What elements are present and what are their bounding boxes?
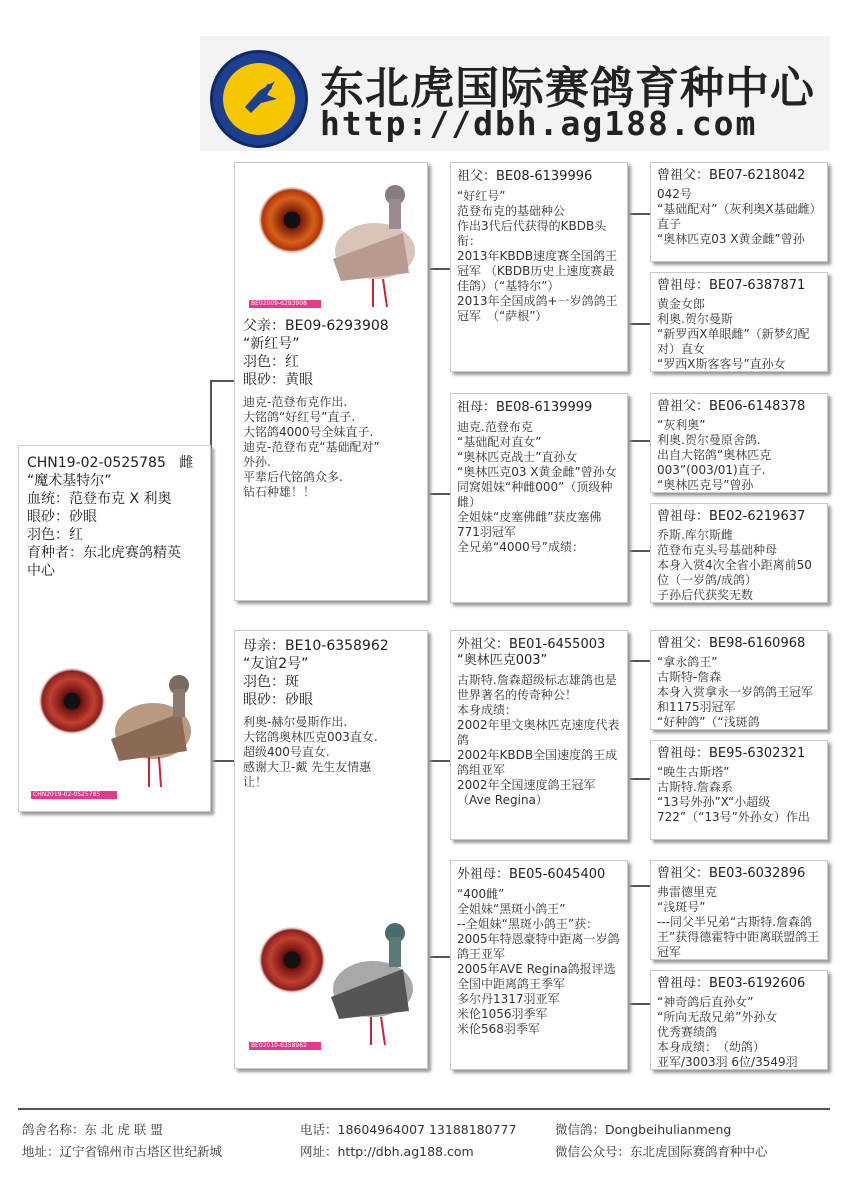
mgf-body: 古斯特.詹森超级标志雄鸽也是世界著名的传奇种公！ 本身成绩： 2002年里文奥林匹克速度代表鸽 2002年KBDB全国速度鸽王成鸽组亚军 2002年全国速度鸽王冠军（Ave Regina） xyxy=(457,673,620,807)
ggp-id: 曾祖父：BE98-6160968 xyxy=(657,636,806,651)
subject-name: “魔术基特尔” xyxy=(27,473,112,489)
ggp-id: 曾祖母：BE03-6192606 xyxy=(657,976,806,991)
footer-wechat-public: 微信公众号：东北虎国际赛鸽育种中心 xyxy=(555,1144,768,1159)
pigeon-logo-icon xyxy=(241,77,281,117)
footer-wechat: 微信鸽：Dongbeihulianmeng xyxy=(555,1122,732,1137)
mother-pigeon-photo xyxy=(313,911,425,1053)
mother-color: 羽色：斑 xyxy=(243,674,299,690)
ggp-id: 曾祖母：BE02-6219637 xyxy=(657,509,806,524)
father-eye: 眼砂：黄眼 xyxy=(243,372,313,388)
mother-eye: 眼砂：砂眼 xyxy=(243,692,313,708)
ggp-id: 曾祖父：BE03-6032896 xyxy=(657,866,806,881)
mgm-body: “400雌” 全姐妹“黑斑小鸽王” --全姐妹“黑斑小鸽王”获：2005年特恩豪特中距离一岁鸽鸽王亚军 2005年AVE Regina鸽报评选全国中距离鸽王季军 多尔丹1317羽亚军 米伦1056羽季军 米伦568羽季军 xyxy=(457,887,620,1036)
father-card xyxy=(234,162,428,601)
subject-color: 羽色：红 xyxy=(27,527,83,543)
subject-id-line xyxy=(27,454,202,472)
mother-ring-label: BE02010-6358962 xyxy=(251,1042,307,1049)
site-url[interactable]: http://dbh.ag188.com xyxy=(320,104,758,143)
northeast-tiger-logo xyxy=(210,50,308,148)
footer-address: 地址：辽宁省锦州市古塔区世纪新城 xyxy=(22,1144,223,1159)
footer-loft: 鸽舍名称：东 北 虎 联 盟 xyxy=(22,1122,163,1137)
mother-notes: 利奥-赫尔曼斯作出. 大铭鸽奥林匹克003直女. 超级400号直女. 感谢大卫-戴 先生友情惠 让！ xyxy=(243,715,378,789)
mother-card xyxy=(234,630,428,1069)
mother-name: “友谊2号” xyxy=(243,656,309,672)
ggp-id: 曾祖母：BE95-6302321 xyxy=(657,746,806,761)
great-grandparent-card xyxy=(650,393,828,493)
subject-breeder: 育种者：东北虎赛鸽精英 中心 xyxy=(27,545,181,579)
ggp-body: “神奇鸽后直孙女” “所向无敌兄弟”外孙女 优秀赛绩鸽 本身成绩： （幼鸽） 亚军/3003羽 6位/3549羽 xyxy=(657,995,798,1069)
maternal-grandfather-card xyxy=(450,630,628,840)
ggp-id: 曾祖母：BE07-6387871 xyxy=(657,278,806,293)
ggp-body: “拿永鸽王” 古斯特-詹森 本身入赏拿永一岁鸽鸽王冠军和1175羽冠军 “好种鸽”（“浅斑鸽 xyxy=(657,655,814,729)
father-color: 羽色：红 xyxy=(243,354,299,370)
paternal-grandmother-card xyxy=(450,393,628,603)
paternal-grandfather-card xyxy=(450,162,628,372)
great-grandparent-card xyxy=(650,503,828,603)
footer-website[interactable]: 网址：http://dbh.ag188.com xyxy=(300,1144,474,1159)
father-name: “新红号” xyxy=(243,336,300,352)
great-grandparent-card xyxy=(650,740,828,840)
mother-id: 母亲：BE10-6358962 xyxy=(243,638,389,654)
great-grandparent-card xyxy=(650,162,828,262)
subject-sex: 雌 xyxy=(179,455,194,471)
ggp-body: 弗雷德里克 “浅斑号” ---同父半兄弟“古斯特.詹森鸽王”获得德霍特中距离联盟鸽王冠军 xyxy=(657,885,820,959)
ggp-body: 042号 “基础配对”（灰利奥X基础雌）直子 “奥林匹克03 X黄金雌”曾孙 xyxy=(657,187,816,246)
mgf-id: 外祖父：BE01-6455003 xyxy=(457,637,606,652)
footer-divider xyxy=(18,1108,830,1110)
father-notes: 迪克-范登布克作出. 大铭鸽“好红号”直子. 大铭鸽4000号全妹直子. 迪克-范登布克“基础配对” 外孙. 平辈后代铭鸽众多. 钻石种雄！！ xyxy=(243,395,380,499)
subject-id: CHN19-02-0525785 xyxy=(27,455,166,471)
site-title: 东北虎国际赛鸽育种中心 xyxy=(320,63,815,114)
great-grandparent-card xyxy=(650,970,828,1070)
mgm-id: 外祖母：BE05-6045400 xyxy=(457,867,606,882)
footer-phone: 电话：18604964007 13188180777 xyxy=(300,1122,517,1137)
ggp-body: “灰利奥” 利奥.贺尔曼原舍鸽. 出自大铭鸽“奥林匹克003”(003/01)直子. “奥林匹克号”曾孙 xyxy=(657,418,772,492)
great-grandparent-card xyxy=(650,630,828,730)
ggp-id: 曾祖父：BE07-6218042 xyxy=(657,168,806,183)
subject-eye: 眼砂：砂眼 xyxy=(27,509,97,525)
great-grandparent-card xyxy=(650,860,828,960)
pgm-body: 迪克.范登布克 “基础配对直女” “奥林匹克战士”直孙女 “奥林匹克03 X黄金雌”曾孙女 同窝姐妹“种雌000”（顶级种雌） 全姐妹“皮塞佛雌”获皮塞佛771羽冠军 全兄弟“4000号”成绩： xyxy=(457,420,617,554)
ggp-body: “晚生古斯塔” 古斯特.詹森系 “13号外孙”X“小超级722”（“13号”外孙女）作出 xyxy=(657,765,810,824)
father-ring-label: BE02009-6293908 xyxy=(251,300,307,307)
subject-pigeon-photo xyxy=(91,661,201,801)
ggp-body: 黄金女郎 利奥.贺尔曼斯 “新罗西X单眼雌”（新梦幻配对）直女 “罗西X斯客客号”直孙女 xyxy=(657,297,810,371)
maternal-grandmother-card xyxy=(450,860,628,1070)
subject-ring-label: CHN2019-02-0525785 xyxy=(33,791,101,798)
pgf-body: “好红号” 范登布克的基础种公 作出3代后代获得的KBDB头衔： 2013年KBDB速度赛全国鸽王冠军 （KBDB历史上速度赛最佳鸽）（“基特尔”） 2013年全国成鸽+一岁鸽鸽王冠军 （“萨根”） xyxy=(457,189,618,323)
mgf-name: “奥林匹克003” xyxy=(457,653,548,668)
ggp-body: 乔斯.库尔斯雌 范登布克头号基础种母 本身入赏4次全省小距离前50位（一岁鸽/成鸽） 子孙后代获奖无数 xyxy=(657,528,812,602)
father-pigeon-photo xyxy=(315,173,425,315)
great-grandparent-card xyxy=(650,272,828,372)
pgm-id: 祖母：BE08-6139999 xyxy=(457,400,593,415)
subject-bloodline: 血统：范登布克 X 利奥 xyxy=(27,491,172,507)
ggp-id: 曾祖父：BE06-6148378 xyxy=(657,399,806,414)
father-id: 父亲：BE09-6293908 xyxy=(243,318,389,334)
pgf-id: 祖父：BE08-6139996 xyxy=(457,169,593,184)
subject-card xyxy=(18,445,211,812)
